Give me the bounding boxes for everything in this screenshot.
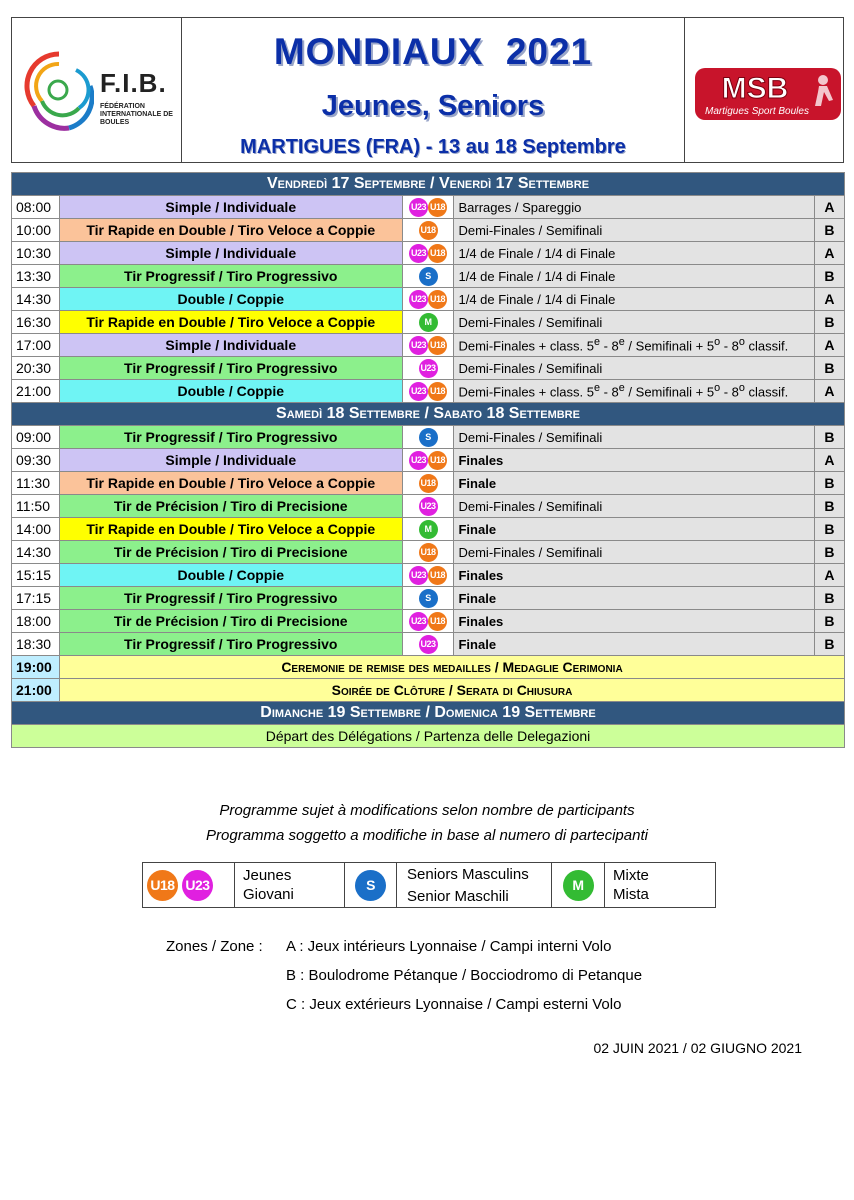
u18-badge-icon: U18	[419, 474, 438, 493]
row-phase: Demi-Finales / Semifinali	[454, 426, 815, 449]
row-phase: Barrages / Spareggio	[454, 196, 815, 219]
legend-young-it: Giovani	[243, 886, 294, 903]
row-categories	[402, 426, 454, 449]
row-time: 08:00	[12, 196, 60, 219]
msb-logo-subtitle: Martigues Sport Boules	[705, 106, 809, 117]
legend-mixed-label	[605, 863, 715, 907]
row-categories	[402, 380, 454, 403]
u23-badge-icon: U23	[409, 612, 428, 631]
m-badge-icon: M	[563, 870, 594, 901]
row-phase: Demi-Finales + class. 5e - 8e / Semifinali + $5^o - 8^o$ classif.	[454, 334, 815, 357]
schedule-row	[12, 357, 845, 380]
row-event: Double / Coppie	[59, 288, 402, 311]
schedule-row	[12, 426, 845, 449]
row-categories	[402, 564, 454, 587]
row-zone: A	[814, 449, 844, 472]
day-header	[12, 702, 845, 725]
row-phase: 1/4 de Finale / 1/4 di Finale	[454, 242, 815, 265]
note-fr: Programme sujet à modifications selon nombre de participants	[219, 802, 635, 819]
u18-badge-icon: U18	[428, 336, 447, 355]
schedule-row	[12, 334, 845, 357]
legend-mixed-it: Mista	[613, 886, 649, 903]
ceremony-label: Soirée de Clôture / Serata di Chiusura	[59, 679, 844, 702]
row-zone: B	[814, 472, 844, 495]
u23-badge-icon: U23	[409, 382, 428, 401]
schedule-row	[12, 265, 845, 288]
legend-mixed-fr: Mixte	[613, 867, 649, 884]
row-zone: A	[814, 288, 844, 311]
page-subtitle: Jeunes, Seniors	[321, 90, 545, 122]
u18-badge-icon: U18	[419, 221, 438, 240]
day-header	[12, 403, 845, 426]
row-phase: 1/4 de Finale / 1/4 di Finale	[454, 288, 815, 311]
legend-senior-label	[397, 863, 552, 907]
title-block	[182, 18, 685, 162]
row-zone: A	[814, 564, 844, 587]
schedule-row	[12, 242, 845, 265]
schedule-row	[12, 380, 845, 403]
day-title: Samedì 18 Settembre / Sabato 18 Settembre	[12, 403, 845, 426]
row-time: 09:30	[12, 449, 60, 472]
row-time: 21:00	[12, 380, 60, 403]
row-phase: Finale	[454, 587, 815, 610]
row-time: 20:30	[12, 357, 60, 380]
row-event: Simple / Individuale	[59, 242, 402, 265]
u23-badge-icon: U23	[409, 451, 428, 470]
note-it: Programma soggetto a modifiche in base al numero di partecipanti	[206, 827, 648, 844]
ceremony-row	[12, 656, 845, 679]
row-categories	[402, 541, 454, 564]
ceremony-row	[12, 679, 845, 702]
departure-row	[12, 725, 845, 748]
row-event: Simple / Individuale	[59, 196, 402, 219]
schedule-row	[12, 541, 845, 564]
schedule-row	[12, 311, 845, 334]
legend-young-fr: Jeunes	[243, 867, 292, 884]
zone-a: A : Jeux intérieurs Lyonnaise / Campi interni Volo	[286, 938, 612, 955]
row-event: Tir Progressif / Tiro Progressivo	[59, 265, 402, 288]
row-categories	[402, 242, 454, 265]
row-categories	[402, 449, 454, 472]
row-categories	[402, 196, 454, 219]
s-badge-icon: S	[419, 428, 438, 447]
row-event: Simple / Individuale	[59, 449, 402, 472]
row-zone: A	[814, 196, 844, 219]
row-categories	[402, 265, 454, 288]
row-event: Tir de Précision / Tiro di Precisione	[59, 541, 402, 564]
ceremony-time: 19:00	[12, 656, 60, 679]
schedule-row	[12, 564, 845, 587]
legend-mixed-badge	[552, 863, 605, 907]
ceremony-label: Ceremonie de remise des medailles / Medaglie Cerimonia	[59, 656, 844, 679]
u18-badge-icon: U18	[428, 566, 447, 585]
u18-badge-icon: U18	[428, 612, 447, 631]
u23-badge-icon: U23	[409, 336, 428, 355]
zone-c: C : Jeux extérieurs Lyonnaise / Campi esterni Volo	[286, 996, 622, 1013]
row-phase: Demi-Finales / Semifinali	[454, 495, 815, 518]
row-event: Tir Rapide en Double / Tiro Veloce a Coppie	[59, 311, 402, 334]
row-event: Tir de Précision / Tiro di Precisione	[59, 495, 402, 518]
row-time: 13:30	[12, 265, 60, 288]
u18-badge-icon: U18	[419, 543, 438, 562]
u18-badge-icon: U18	[428, 451, 447, 470]
header	[11, 17, 844, 163]
zone-b: B : Boulodrome Pétanque / Bocciodromo di Petanque	[286, 967, 643, 984]
fib-logo	[12, 18, 182, 162]
row-categories	[402, 288, 454, 311]
row-zone: B	[814, 541, 844, 564]
location: MARTIGUES (FRA)	[240, 136, 421, 158]
u23-badge-icon: U23	[409, 566, 428, 585]
schedule-row	[12, 587, 845, 610]
u23-badge-icon: U23	[419, 497, 438, 516]
u18-badge-icon: U18	[428, 198, 447, 217]
row-time: 18:30	[12, 633, 60, 656]
row-categories	[402, 334, 454, 357]
s-badge-icon: S	[355, 870, 386, 901]
schedule-row	[12, 288, 845, 311]
row-time: 10:00	[12, 219, 60, 242]
row-phase: Demi-Finales + class. 5e - 8e / Semifinali + $5^o - 8^o$ classif.	[454, 380, 815, 403]
fib-logo-text: F.I.B.	[100, 68, 167, 98]
row-zone: B	[814, 311, 844, 334]
row-phase: 1/4 de Finale / 1/4 di Finale	[454, 265, 815, 288]
m-badge-icon: M	[419, 313, 438, 332]
row-time: 15:15	[12, 564, 60, 587]
row-time: 14:00	[12, 518, 60, 541]
day-title: Vendredì 17 Septembre / Venerdì 17 Settembre	[12, 173, 845, 196]
row-event: Tir Progressif / Tiro Progressivo	[59, 426, 402, 449]
row-phase: Demi-Finales / Semifinali	[454, 219, 815, 242]
row-zone: A	[814, 242, 844, 265]
row-zone: B	[814, 587, 844, 610]
row-time: 09:00	[12, 426, 60, 449]
row-time: 17:15	[12, 587, 60, 610]
row-categories	[402, 610, 454, 633]
row-phase: Finale	[454, 633, 815, 656]
day-title: Dimanche 19 Settembre / Domenica 19 Settembre	[12, 702, 845, 725]
row-time: 10:30	[12, 242, 60, 265]
row-event: Simple / Individuale	[59, 334, 402, 357]
row-zone: A	[814, 334, 844, 357]
row-event: Tir Progressif / Tiro Progressivo	[59, 633, 402, 656]
row-time: 11:50	[12, 495, 60, 518]
u23-badge-icon: U23	[409, 290, 428, 309]
dates: - 13 au 18 Septembre	[420, 136, 626, 158]
zones-list	[166, 932, 642, 1019]
row-categories	[402, 587, 454, 610]
schedule-row	[12, 472, 845, 495]
s-badge-icon: S	[419, 267, 438, 286]
legend-senior-fr: Seniors Masculins	[407, 866, 529, 883]
schedule-table	[11, 172, 845, 748]
s-badge-icon: S	[419, 589, 438, 608]
schedule-row	[12, 219, 845, 242]
row-zone: B	[814, 426, 844, 449]
row-zone: B	[814, 633, 844, 656]
schedule-row	[12, 449, 845, 472]
row-event: Double / Coppie	[59, 380, 402, 403]
row-phase: Finales	[454, 449, 815, 472]
row-time: 16:30	[12, 311, 60, 334]
page-title: MONDIAUX 2021	[273, 31, 593, 72]
u18-badge-icon: U18	[428, 244, 447, 263]
u18-badge-icon: U18	[147, 870, 178, 901]
row-event: Tir Rapide en Double / Tiro Veloce a Coppie	[59, 472, 402, 495]
fib-emblem-icon	[24, 46, 94, 136]
schedule-row	[12, 495, 845, 518]
row-phase: Finales	[454, 610, 815, 633]
row-event: Tir Progressif / Tiro Progressivo	[59, 587, 402, 610]
u18-badge-icon: U18	[428, 290, 447, 309]
row-categories	[402, 633, 454, 656]
row-categories	[402, 495, 454, 518]
row-zone: B	[814, 495, 844, 518]
row-event: Tir Progressif / Tiro Progressivo	[59, 357, 402, 380]
row-phase: Demi-Finales / Semifinali	[454, 311, 815, 334]
row-time: 11:30	[12, 472, 60, 495]
ceremony-time: 21:00	[12, 679, 60, 702]
row-event: Tir de Précision / Tiro di Precisione	[59, 610, 402, 633]
fib-logo-subtitle: FÉDÉRATION INTERNATIONALE DE BOULES	[100, 103, 173, 126]
schedule-row	[12, 196, 845, 219]
msb-emblem-icon	[695, 66, 841, 122]
row-zone: B	[814, 518, 844, 541]
row-phase: Demi-Finales / Semifinali	[454, 541, 815, 564]
row-zone: B	[814, 357, 844, 380]
category-legend	[142, 862, 716, 908]
u23-badge-icon: U23	[419, 359, 438, 378]
row-categories	[402, 311, 454, 334]
msb-logo	[685, 18, 843, 162]
msb-logo-text: MSB	[721, 72, 789, 105]
row-zone: B	[814, 265, 844, 288]
row-categories	[402, 472, 454, 495]
row-event: Double / Coppie	[59, 564, 402, 587]
u23-badge-icon: U23	[182, 870, 213, 901]
row-time: 17:00	[12, 334, 60, 357]
row-categories	[402, 518, 454, 541]
location-dates	[182, 136, 684, 159]
document-date: 02 JUIN 2021 / 02 GIUGNO 2021	[593, 1040, 802, 1056]
u23-badge-icon: U23	[419, 635, 438, 654]
m-badge-icon: M	[419, 520, 438, 539]
row-categories	[402, 219, 454, 242]
schedule-row	[12, 633, 845, 656]
legend-senior-it: Senior Maschili	[407, 888, 509, 905]
row-zone: B	[814, 219, 844, 242]
u23-badge-icon: U23	[409, 198, 428, 217]
row-time: 14:30	[12, 288, 60, 311]
row-time: 14:30	[12, 541, 60, 564]
legend-young-badges	[143, 863, 235, 907]
legend-senior-badge	[345, 863, 397, 907]
zones-label: Zones / Zone :	[166, 938, 263, 955]
row-zone: B	[814, 610, 844, 633]
schedule-row	[12, 610, 845, 633]
row-time: 18:00	[12, 610, 60, 633]
legend-young-label	[235, 863, 345, 907]
row-categories	[402, 357, 454, 380]
row-phase: Finale	[454, 472, 815, 495]
row-phase: Finale	[454, 518, 815, 541]
departure-label: Départ des Délégations / Partenza delle Delegazioni	[12, 725, 845, 748]
row-event: Tir Rapide en Double / Tiro Veloce a Coppie	[59, 219, 402, 242]
row-phase: Finales	[454, 564, 815, 587]
row-phase: Demi-Finales / Semifinali	[454, 357, 815, 380]
u18-badge-icon: U18	[428, 382, 447, 401]
schedule-row	[12, 518, 845, 541]
row-event: Tir Rapide en Double / Tiro Veloce a Coppie	[59, 518, 402, 541]
u23-badge-icon: U23	[409, 244, 428, 263]
row-zone: A	[814, 380, 844, 403]
day-header	[12, 173, 845, 196]
